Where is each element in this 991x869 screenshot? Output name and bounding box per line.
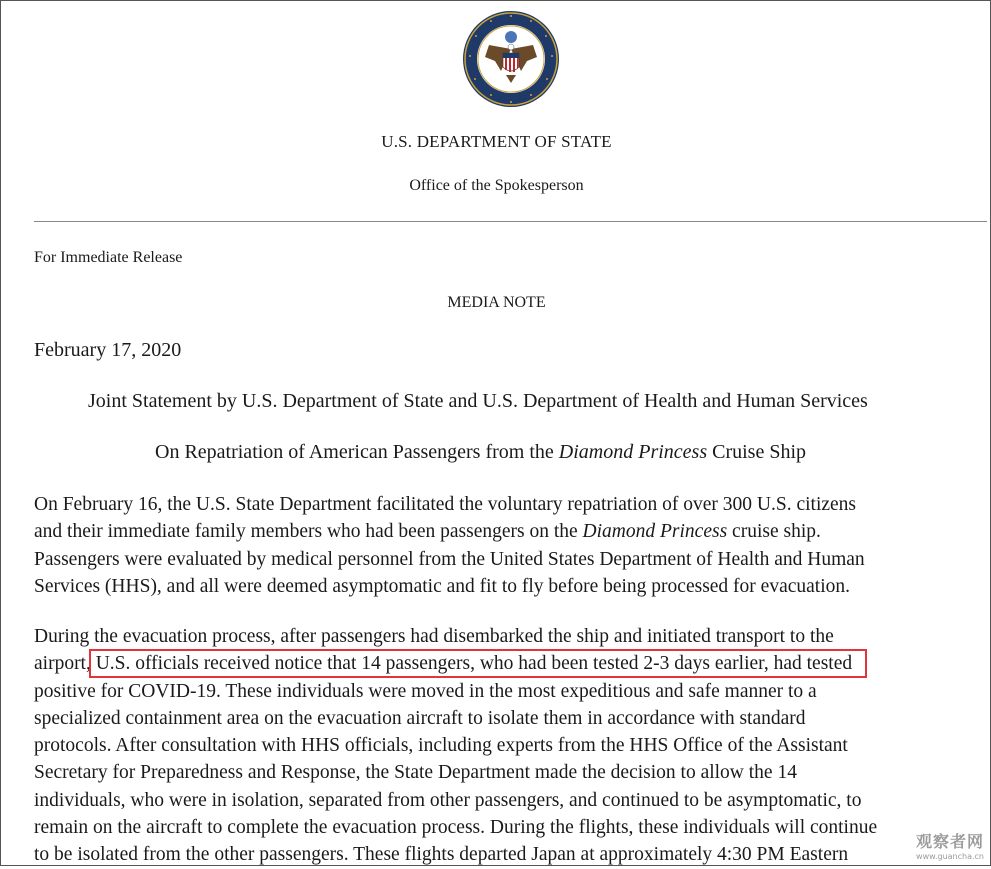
release-label: For Immediate Release — [34, 249, 183, 266]
paragraph-1-line: Services (HHS), and all were deemed asymptomatic and fit to fly before being processed for evacuation. — [34, 575, 851, 597]
statement-date: February 17, 2020 — [34, 339, 182, 361]
paragraph-2-line: airport, U.S. officials received notice that 14 passengers, who had been tested 2-3 days earlier, had tested — [34, 653, 853, 675]
paragraph-2-line: specialized containment area on the evacuation aircraft to isolate them in accordance with standard — [34, 707, 806, 729]
paragraph-2-line: positive for COVID-19. These individuals were moved in the most expeditious and safe manner to a — [34, 680, 817, 702]
department-seal-icon — [461, 9, 561, 109]
paragraph-2-line: to be isolated from the other passengers. These flights departed Japan at approximately 4:30 PM Eastern — [34, 844, 849, 866]
paragraph-1-line: and their immediate family members who had been passengers on the Diamond Princess cruise ship. — [34, 521, 821, 543]
statement-subtitle: On Repatriation of American Passengers from the Diamond Princess Cruise Ship — [155, 441, 807, 463]
paragraph-2-line: remain on the aircraft to complete the evacuation process. During the flights, these individuals will continue — [34, 817, 878, 839]
statement-title: Joint Statement by U.S. Department of State and U.S. Department of Health and Human Services — [88, 390, 868, 412]
watermark-text: 观察者网 — [915, 832, 984, 851]
paragraph-1-line: Passengers were evaluated by medical personnel from the United States Department of Health and Human — [34, 548, 865, 570]
watermark — [916, 829, 984, 861]
paragraph-2-line: Secretary for Preparedness and Response, the State Department made the decision to allow the 14 — [34, 762, 797, 784]
office-subheading: Office of the Spokesperson — [409, 177, 584, 194]
media-note-label: MEDIA NOTE — [447, 294, 546, 311]
highlight-box — [89, 649, 867, 678]
paragraph-1 — [34, 491, 984, 600]
header-divider — [34, 221, 987, 222]
watermark-url: www.guancha.cn — [916, 852, 984, 861]
paragraph-2-line: During the evacuation process, after passengers had disembarked the ship and initiated transport to the — [34, 626, 834, 647]
paragraph-1-line: On February 16, the U.S. State Department facilitated the voluntary repatriation of over 300 U.S. citizens — [34, 494, 857, 515]
paragraph-2-line: protocols. After consultation with HHS officials, including experts from the HHS Office of the Assistant — [34, 735, 848, 757]
department-heading: U.S. DEPARTMENT OF STATE — [381, 132, 612, 151]
paragraph-2-line: individuals, who were in isolation, separated from other passengers, and continued to be asymptomatic, to — [34, 789, 862, 811]
